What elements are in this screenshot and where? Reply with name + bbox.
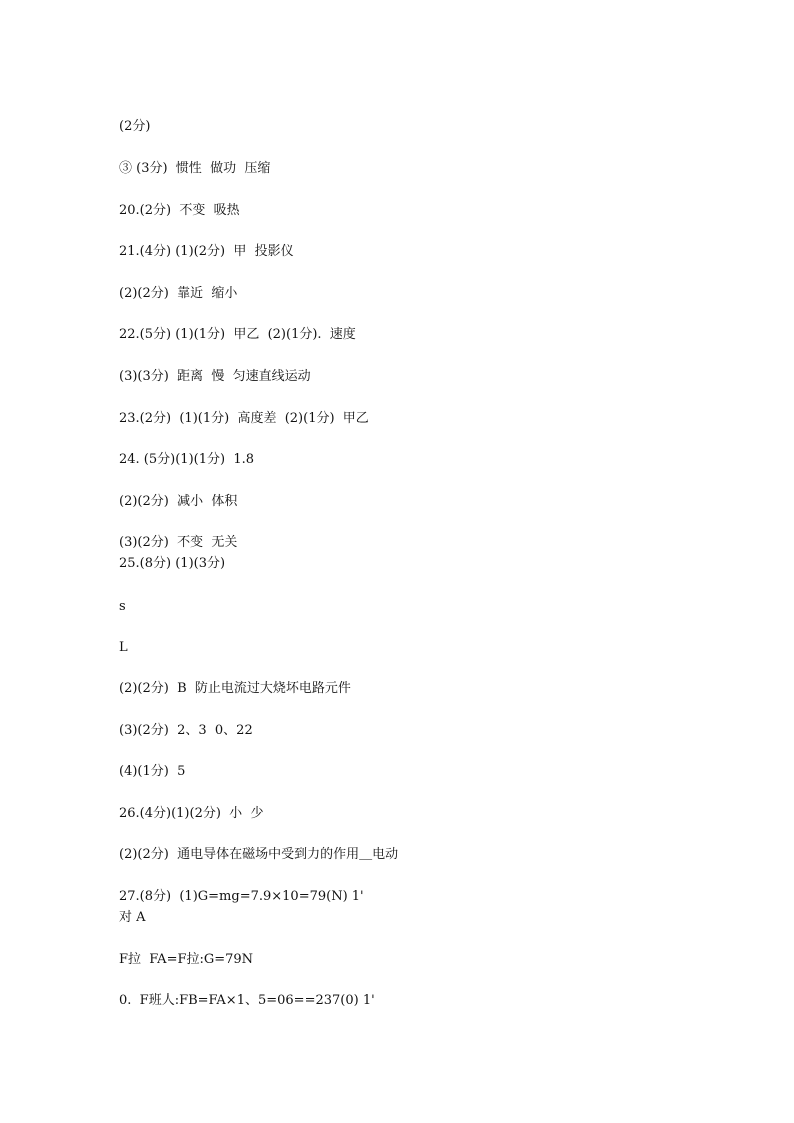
answer-line-q23: 23.(2分) (1)(1分) 高度差 (2)(1分) 甲乙 xyxy=(119,411,369,426)
answer-line-q27-1: 27.(8分) (1)G=mg=7.9×10=79(N) 1' xyxy=(119,889,364,904)
answer-line-q25-3: (3)(2分) 2、3 0、22 xyxy=(119,723,253,738)
answer-line-q24-2: (2)(2分) 减小 体积 xyxy=(119,494,238,509)
answer-line-q24-1: 24. (5分)(1)(1分) 1.8 xyxy=(119,452,254,467)
answer-line-q25-1: 25.(8分) (1)(3分) xyxy=(119,556,226,571)
answer-line-q26-1: 26.(4分)(1)(2分) 小 少 xyxy=(119,806,264,821)
answer-line-2-points: (2分) xyxy=(119,119,151,134)
answer-line-q27-object-a: 对 A xyxy=(119,910,146,925)
answer-line-q20: 20.(2分) 不变 吸热 xyxy=(119,203,240,218)
circuit-label-s: s xyxy=(119,599,126,614)
answer-line-q27-force: F拉 FA=F拉:G=79N xyxy=(119,952,254,967)
answer-line-q25-4: (4)(1分) 5 xyxy=(119,764,186,779)
circuit-label-l: L xyxy=(119,640,128,655)
answer-line-q27-lever: 0. F班人:FB=FA×1、5=06==237(0) 1' xyxy=(119,993,375,1008)
answer-line-item-3: ③ (3分) 惯性 做功 压缩 xyxy=(119,161,271,176)
answer-line-q22-3: (3)(3分) 距离 慢 匀速直线运动 xyxy=(119,369,311,384)
answer-line-q22-1: 22.(5分) (1)(1分) 甲乙 (2)(1分). 速度 xyxy=(119,327,356,342)
answer-line-q21-1: 21.(4分) (1)(2分) 甲 投影仪 xyxy=(119,244,294,259)
answer-line-q21-2: (2)(2分) 靠近 缩小 xyxy=(119,286,238,301)
answer-line-q25-2: (2)(2分) B 防止电流过大烧坏电路元件 xyxy=(119,681,351,696)
answer-line-q26-2: (2)(2分) 通电导体在磁场中受到力的作用＿电动 xyxy=(119,847,399,862)
answer-line-q24-3: (3)(2分) 不变 无关 xyxy=(119,535,238,550)
